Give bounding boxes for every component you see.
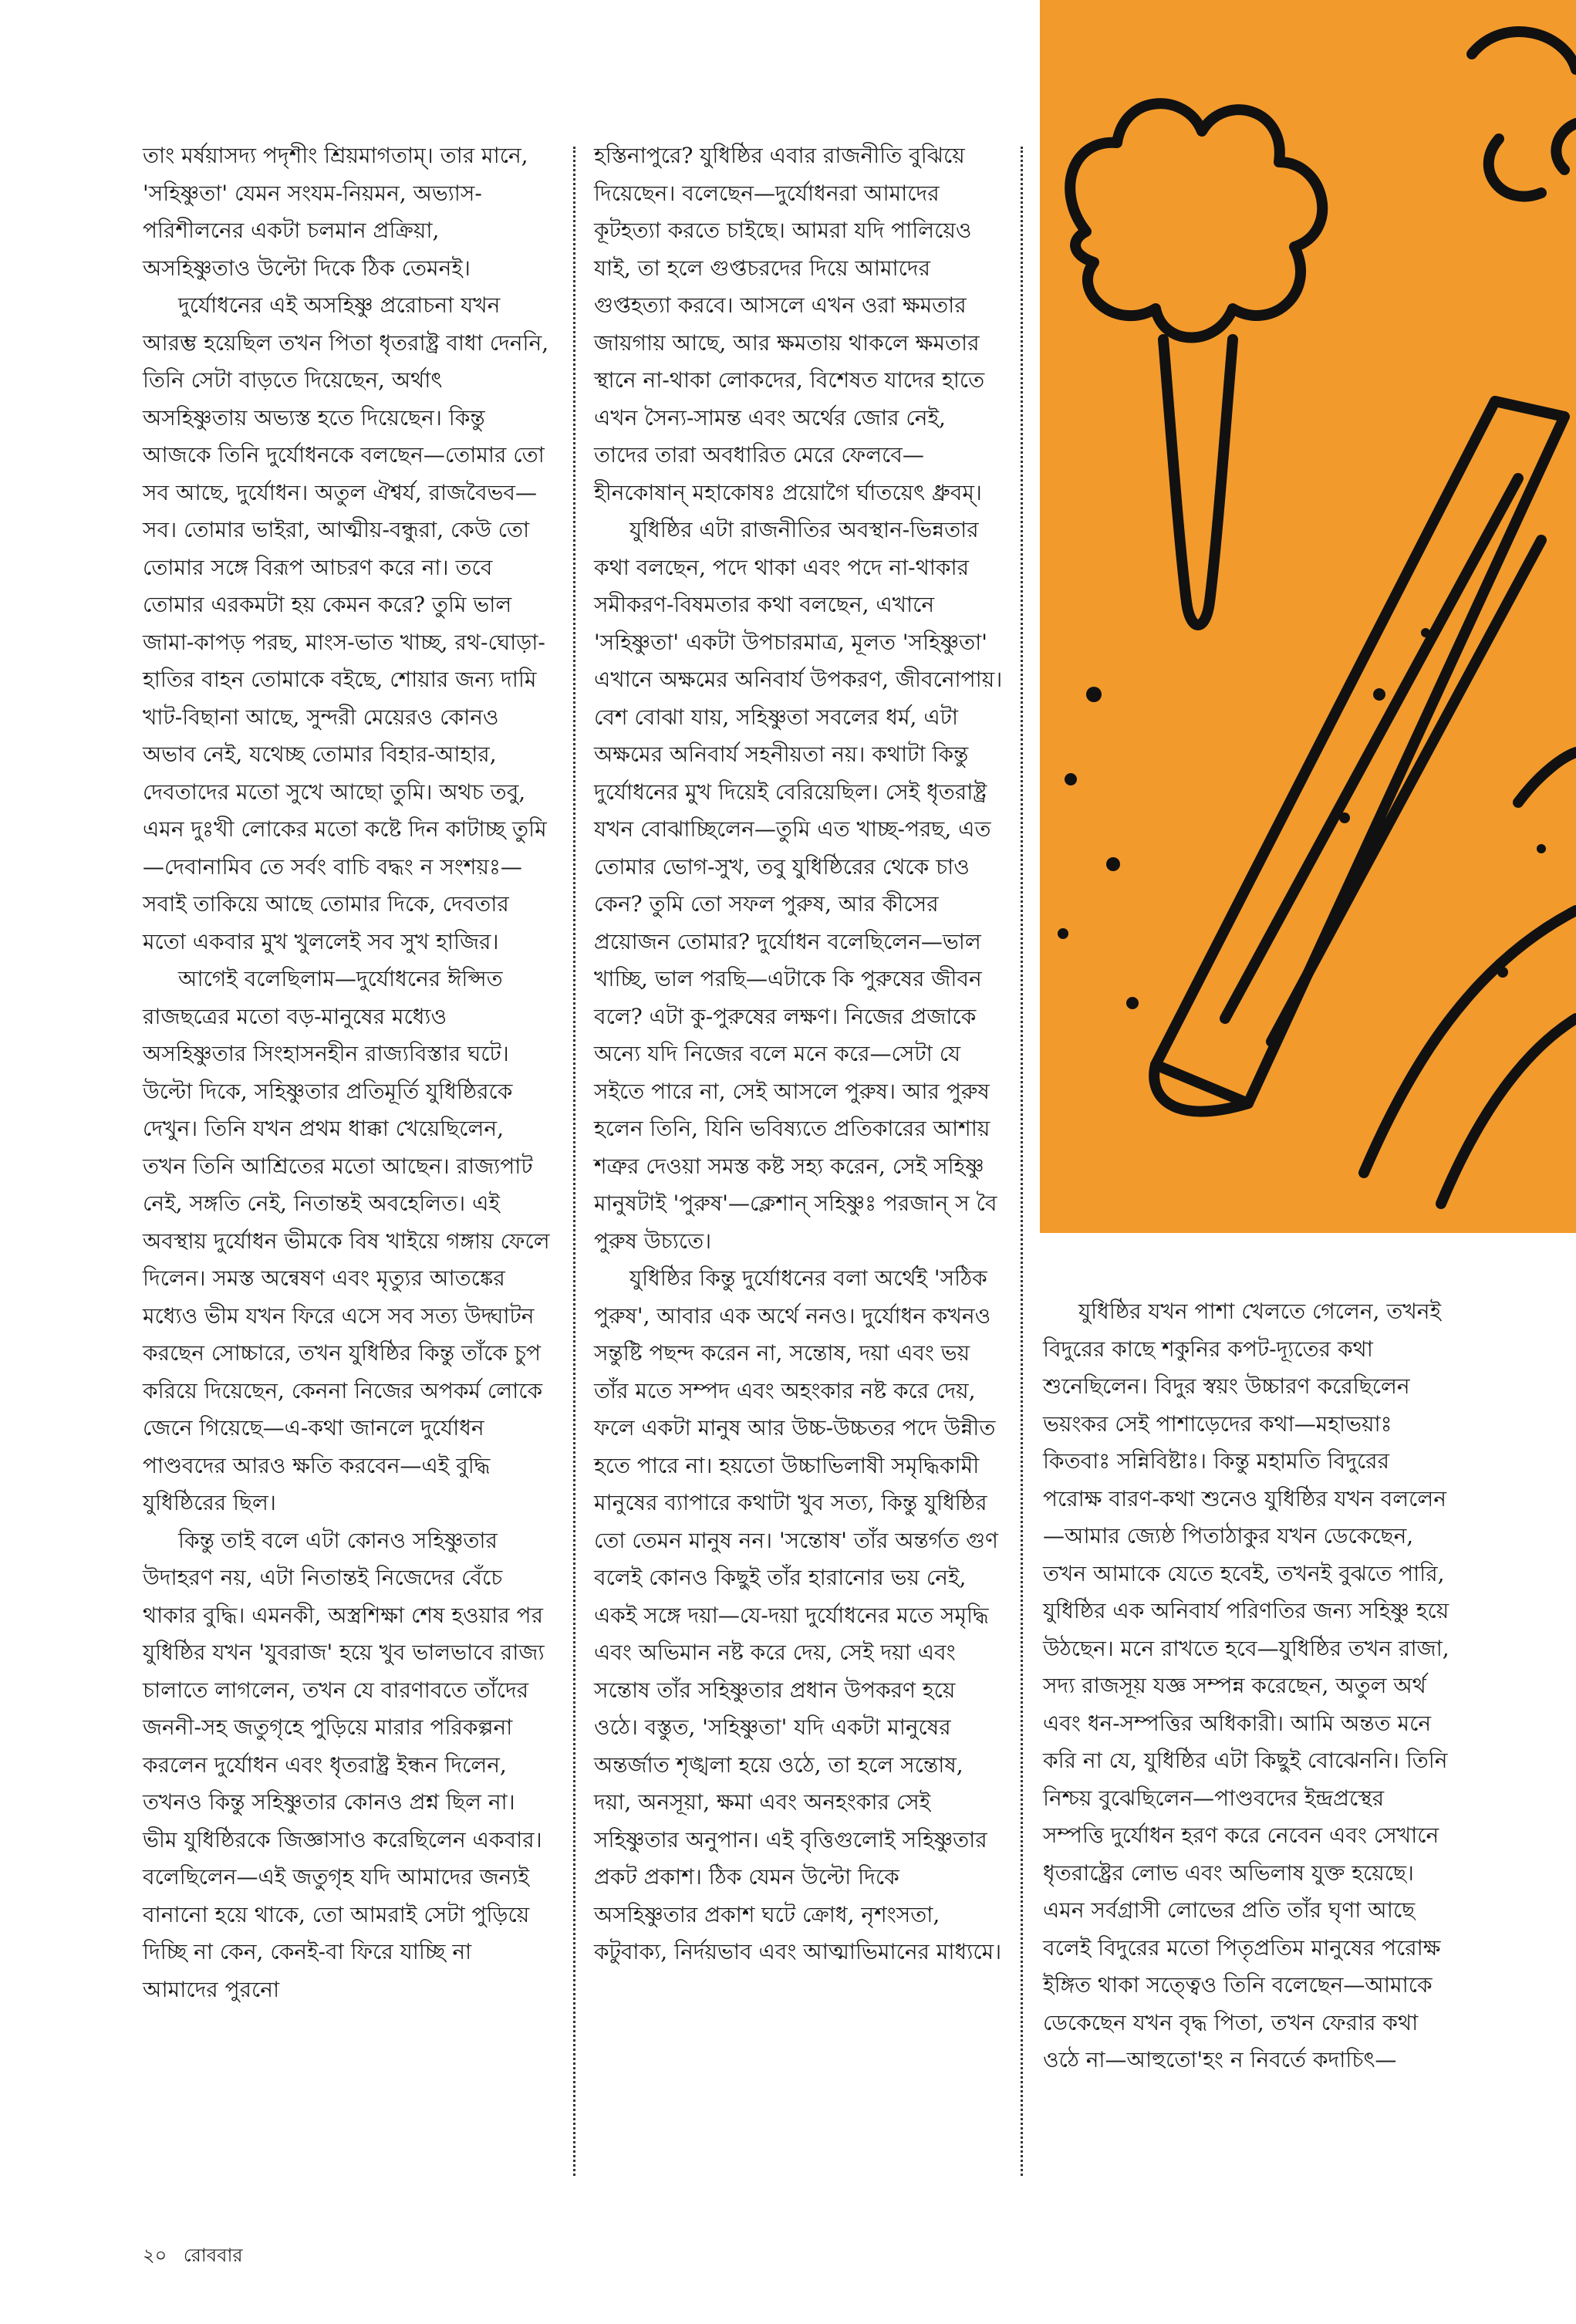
article-column-1 (143, 137, 552, 2008)
article-column-2 (594, 137, 1003, 1971)
paragraph: আগেই বলেছিলাম—দুর্যোধনের ঈপ্সিত রাজছত্রের মতো বড়-মানুষের মধ্যেও অসহিষ্ণুতার সিংহাসনহীন রাজ্যবিস্তার ঘটে। উল্টো দিকে, সহিষ্ণুতার প্রতিমূর্তি যুধিষ্ঠিরকে দেখুন। তিনি যখন প্রথম ধাক্কা খেয়েছিলেন, তখন তিনি আশ্রিতের মতো আছেন। রাজ্যপাট নেই, সঙ্গতি নেই, নিতান্তই অবহেলিত। এই অবস্থায় দুর্যোধন ভীমকে বিষ খাইয়ে গঙ্গায় ফেলে দিলেন। সমস্ত অন্বেষণ এবং মৃত্যুর আতঙ্কের মধ্যেও ভীম যখন ফিরে এসে সব সত্য উদ্ঘাটন করছেন সোচ্চারে, তখন যুধিষ্ঠির কিন্তু তাঁকে চুপ করিয়ে দিয়েছেন, কেননা নিজের অপকর্ম লোকে জেনে গিয়েছে—এ-কথা জানলে দুর্যোধন পাণ্ডবদের আরও ক্ষতি করবেন—এই বুদ্ধি যুধিষ্ঠিরের ছিল। (143, 966, 550, 1515)
article-column-3 (1043, 1293, 1452, 2079)
page-number: ২০ (143, 2245, 167, 2266)
flower-and-stick-drawing-icon (1040, 0, 1576, 1233)
paragraph: কিন্তু তাই বলে এটা কোনও সহিষ্ণুতার উদাহরণ নয়, এটা নিতান্তই নিজেদের বেঁচে থাকার বুদ্ধি। এমনকী, অস্ত্রশিক্ষা শেষ হওয়ার পর যুধিষ্ঠির যখন 'যুবরাজ' হয়ে খুব ভালভাবে রাজ্য চালাতে লাগলেন, তখন যে বারণাবতে তাঁদের জননী-সহ জতুগৃহে পুড়িয়ে মারার পরিকল্পনা করলেন দুর্যোধন এবং ধৃতরাষ্ট্র ইন্ধন দিলেন, তখনও কিন্তু সহিষ্ণুতার কোনও প্রশ্ন ছিল না। ভীম যুধিষ্ঠিরকে জিজ্ঞাসাও করেছিলেন একবার। বলেছিলেন—এই জতুগৃহ যদি আমাদের জন্যই বানানো হয়ে থাকে, তো আমরাই সেটা পুড়িয়ে দিচ্ছি না কেন, কেনই-বা ফিরে যাচ্ছি না আমাদের পুরনো (143, 1527, 545, 2002)
magazine-name: রোববার (183, 2245, 243, 2266)
paragraph: যুধিষ্ঠির যখন পাশা খেলতে গেলেন, তখনই বিদুরের কাছে শকুনির কপট-দ্যূতের কথা শুনেছিলেন। বিদুর স্বয়ং উচ্চারণ করেছিলেন ভয়ংকর সেই পাশাড়েদের কথা—মহাভয়াঃ কিতবাঃ সন্নিবিষ্টাঃ। কিন্তু মহামতি বিদুরের পরোক্ষ বারণ-কথা শুনেও যুধিষ্ঠির যখন বললেন—আমার জ্যেষ্ঠ পিতাঠাকুর যখন ডেকেছেন, তখন আমাকে যেতে হবেই, তখনই বুঝতে পারি, যুধিষ্ঠির এক অনিবার্য পরিণতির জন্য সহিষ্ণু হয়ে উঠছেন। মনে রাখতে হবে—যুধিষ্ঠির তখন রাজা, সদ্য রাজসূয় যজ্ঞ সম্পন্ন করেছেন, অতুল অর্থ এবং ধন-সম্পত্তির অধিকারী। আমি অন্তত মনে করি না যে, যুধিষ্ঠির এটা কিছুই বোঝেননি। তিনি নিশ্চয় বুঝেছিলেন—পাণ্ডবদের ইন্দ্রপ্রস্থের সম্পত্তি দুর্যোধন হরণ করে নেবেন এবং সেখানে ধৃতরাষ্ট্রের লোভ এবং অভিলাষ যুক্ত হয়েছে। এমন সর্বগ্রাসী লোভের প্রতি তাঁর ঘৃণা আছে বলেই বিদুরের মতো পিতৃপ্রতিম মানুষের পরোক্ষ ইঙ্গিত থাকা সত্ত্বেও তিনি বলেছেন—আমাকে ডেকেছেন যখন বৃদ্ধ পিতা, তখন ফেরার কথা ওঠে না—আহুতো'হং ন নিবর্তে কদাচিৎ— (1043, 1299, 1449, 2072)
paragraph: দুর্যোধনের এই অসহিষ্ণু প্ররোচনা যখন আরম্ভ হয়েছিল তখন পিতা ধৃতরাষ্ট্র বাধা দেননি, তিনি সেটা বাড়তে দিয়েছেন, অর্থাৎ অসহিষ্ণুতায় অভ্যস্ত হতে দিয়েছেন। কিন্তু আজকে তিনি দুর্যোধনকে বলছেন—তোমার তো সব আছে, দুর্যোধন। অতুল ঐশ্বর্য, রাজবৈভব—সব। তোমার ভাইরা, আত্মীয়-বন্ধুরা, কেউ তো তোমার সঙ্গে বিরূপ আচরণ করে না। তবে তোমার এরকমটা হয় কেমন করে? তুমি ভাল জামা-কাপড় পরছ, মাংস-ভাত খাচ্ছ, রথ-ঘোড়া-হাতির বাহন তোমাকে বইছে, শোয়ার জন্য দামি খাট-বিছানা আছে, সুন্দরী মেয়েরও কোনও অভাব নেই, যথেচ্ছ তোমার বিহার-আহার, দেবতাদের মতো সুখে আছো তুমি। অথচ তবু, এমন দুঃখী লোকের মতো কষ্টে দিন কাটাচ্ছ তুমি—দেবানামিব তে সর্বং বাচি বদ্ধং ন সংশয়ঃ—সবাই তাকিয়ে আছে তোমার দিকে, দেবতার মতো একবার মুখ খুললেই সব সুখ হাজির। (143, 292, 549, 954)
illustration (1040, 0, 1576, 1233)
paragraph: যুধিষ্ঠির কিন্তু দুর্যোধনের বলা অর্থেই 'সঠিক পুরুষ', আবার এক অর্থে নন‌ও। দুর্যোধন কখনও সন্তুষ্টি পছন্দ করেন না, সন্তোষ, দয়া এবং ভয় তাঁর মতে সম্পদ এবং অহংকার নষ্ট করে দেয়, ফলে একটা মানুষ আর উচ্চ-উচ্চতর পদে উন্নীত হতে পারে না। হয়তো উচ্চাভিলাষী সমৃদ্ধিকামী মানুষের ব্যাপারে কথাটা খুব সত্য, কিন্তু যুধিষ্ঠির তো তেমন মানুষ নন। 'সন্তোষ' তাঁর অন্তর্গত গুণ বলেই কোনও কিছুই তাঁর হারানোর ভয় নেই, একই সঙ্গে দয়া—যে-দয়া দুর্যোধনের মতে সমৃদ্ধি এবং অভিমান নষ্ট করে দেয়, সেই দয়া এবং সন্তোষ তাঁর সহিষ্ণুতার প্রধান উপকরণ হয়ে ওঠে। বস্তুত, 'সহিষ্ণুতা' যদি একটা মানুষের অন্তর্জাত শৃঙ্খলা হয়ে ওঠে, তা হলে সন্তোষ, দয়া, অনসূয়া, ক্ষমা এবং অনহংকার সেই সহিষ্ণুতার অনুপান। এই বৃত্তিগুলোই সহিষ্ণুতার প্রকট প্রকাশ। ঠিক যেমন উল্টো দিকে অসহিষ্ণুতার প্রকাশ ঘটে ক্রোধ, নৃশংসতা, কটুবাক্য, নির্দয়ভাব এবং আত্মাভিমানের মাধ্যমে। (594, 1265, 1002, 1964)
paragraph: হস্তিনাপুরে? যুধিষ্ঠির এবার রাজনীতি বুঝিয়ে দিয়েছেন। বলেছেন—দুর্যোধনরা আমাদের কূটহত্যা করতে চাইছে। আমরা যদি পালিয়েও যাই, তা হলে গুপ্তচরদের দিয়ে আমাদের গুপ্তহত্যা করবে। আসলে এখন ওরা ক্ষমতার জায়গায় আছে, আর ক্ষমতায় থাকলে ক্ষমতার স্থানে না-থাকা লোকদের, বিশেষত যাদের হাতে এখন সৈন্য-সামন্ত এবং অর্থের জোর নেই, তাদের তারা অবধারিত মেরে ফেলবে—হীনকোষান্ মহাকোষঃ প্রয়োগৈ র্ঘাতয়েৎ ধ্রুবম্। (594, 143, 985, 505)
paragraph: যুধিষ্ঠির এটা রাজনীতির অবস্থান-ভিন্নতার কথা বলছেন, পদে থাকা এবং পদে না-থাকার সমীকরণ-বিষমতার কথা বলছেন, এখানে 'সহিষ্ণুতা' একটা উপচারমাত্র, মূলত 'সহিষ্ণুতা' এখানে অক্ষমের অনিবার্য উপকরণ, জীবনোপায়। বেশ বোঝা যায়, সহিষ্ণুতা সবলের ধর্ম, এটা অক্ষমের অনিবার্য সহনীয়তা নয়। কথাটা কিন্তু দুর্যোধনের মুখ দিয়েই বেরিয়েছিল। সেই ধৃতরাষ্ট্র যখন বোঝাচ্ছিলেন—তুমি এত খাচ্ছ-পরছ, এত তোমার ভোগ-সুখ, তবু যুধিষ্ঠিরের থেকে চাও কেন? তুমি তো সফল পুরুষ, আর কীসের প্রয়োজন তোমার? দুর্যোধন বলেছিলেন—ভাল খাচ্ছি, ভাল পরছি—এটাকে কি পুরুষের জীবন বলে? এটা কু-পুরুষের লক্ষণ। নিজের প্রজাকে অন্যে যদি নিজের বলে মনে করে—সেটা যে সইতে পারে না, সেই আসলে পুরুষ। আর পুরুষ হলেন তিনি, যিনি ভবিষ্যতে প্রতিকারের আশায় শত্রুর দেওয়া সমস্ত কষ্ট সহ্য করেন, সেই সহিষ্ণু মানুষটাই 'পুরুষ'—ক্লেশান্ সহিষ্ণুঃ পরজান্ স বৈ পুরুষ উচ্যতে। (594, 517, 1003, 1254)
column-divider (573, 147, 575, 2176)
page-footer (143, 2241, 254, 2272)
column-divider (1021, 147, 1023, 2176)
paragraph: তাং মর্ষয়াসদ্য পদৃশীং শ্রিয়মাগতাম্। তার মানে, 'সহিষ্ণুতা' যেমন সংযম-নিয়মন, অভ্যাস-পরিশীলনের একটা চলমান প্রক্রিয়া, অসহিষ্ণুতাও উল্টো দিকে ঠিক তেমনই। (143, 143, 528, 281)
